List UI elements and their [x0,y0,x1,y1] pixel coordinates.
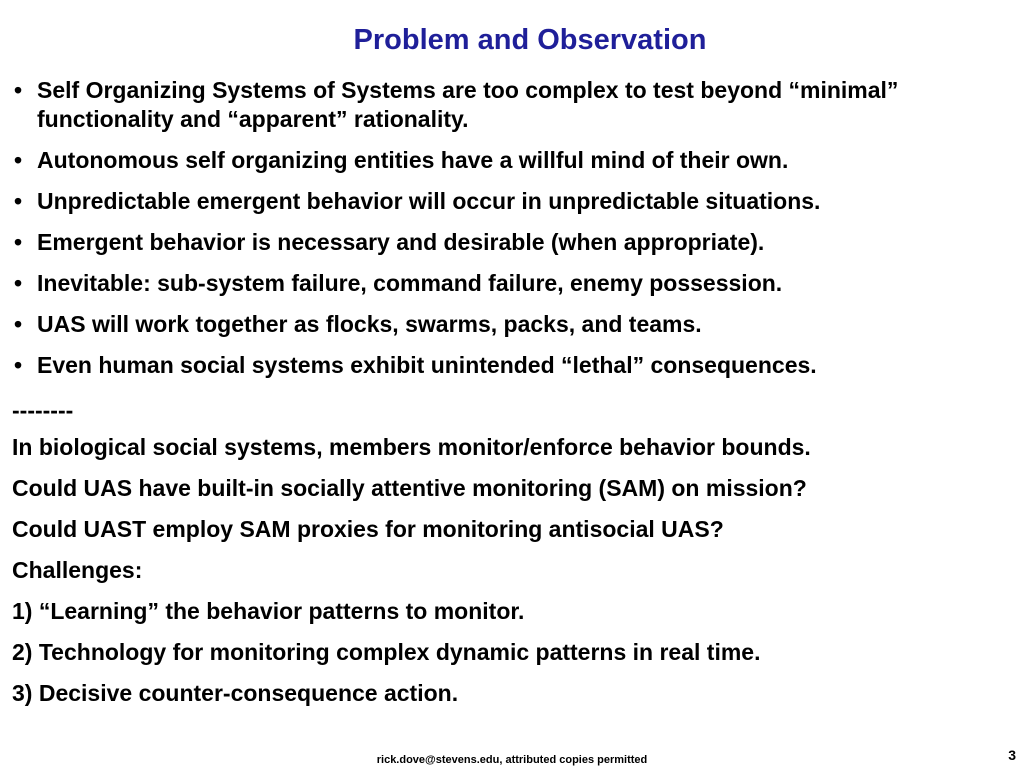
challenge-item: 3) Decisive counter-consequence action. [12,680,459,706]
bullet-dot-icon: • [14,188,23,214]
bullet-text: Unpredictable emergent behavior will occur in unpredictable situations. [37,188,821,214]
bullet-dot-icon: • [14,311,23,337]
bullet-item [12,228,1017,257]
bullet-list [12,76,1017,392]
bullet-item [12,146,1017,175]
bullet-dot-icon: • [14,270,23,296]
page-number: 3 [1008,747,1016,763]
bullet-text: Even human social systems exhibit unintended “lethal” consequences. [37,352,817,378]
challenge-item: 1) “Learning” the behavior patterns to monitor. [12,598,525,624]
bullet-text: Inevitable: sub-system failure, command failure, enemy possession. [37,270,783,296]
footer-credit: rick.dove@stevens.edu, attributed copies permitted [376,754,648,766]
bullet-item [12,269,1017,298]
bullet-dot-icon: • [14,229,23,255]
body-line: Could UAST employ SAM proxies for monitoring antisocial UAS? [12,516,724,542]
bullet-item [12,76,1017,134]
bullet-item [12,187,1017,216]
bullet-text: Autonomous self organizing entities have a willful mind of their own. [37,147,789,173]
body-line: Could UAS have built-in socially attentive monitoring (SAM) on mission? [12,475,807,501]
separator-line: -------- [12,397,74,423]
bullet-text: UAS will work together as flocks, swarms, packs, and teams. [37,311,702,337]
slide-title: Problem and Observation [353,24,707,56]
bullet-dot-icon: • [14,77,23,103]
challenges-heading: Challenges: [12,557,143,583]
body-line: In biological social systems, members monitor/enforce behavior bounds. [12,434,811,460]
bullet-text: Self Organizing Systems of Systems are too complex to test beyond “minimal” functionality and “apparent” rationality. [37,77,899,132]
bullet-text: Emergent behavior is necessary and desirable (when appropriate). [37,229,765,255]
bullet-dot-icon: • [14,147,23,173]
bullet-dot-icon: • [14,352,23,378]
bullet-item [12,351,1017,380]
challenge-item: 2) Technology for monitoring complex dynamic patterns in real time. [12,639,761,665]
bullet-item [12,310,1017,339]
